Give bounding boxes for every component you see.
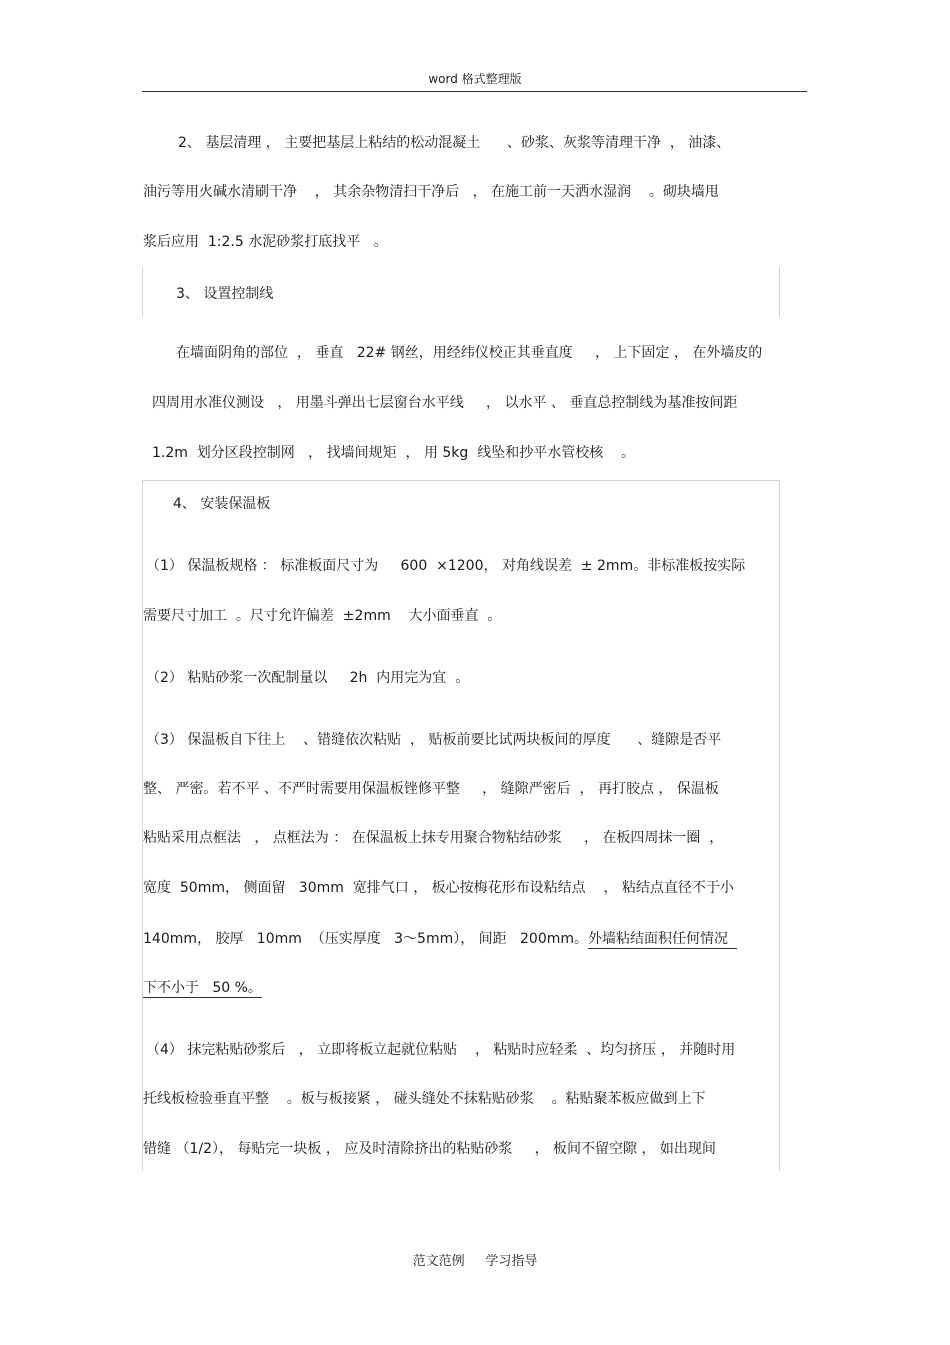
section4-p4-line-1: （4） 抹完粘贴砂浆后 ， 立即将板立起就位粘贴 ， 粘贴时应轻柔 、均匀挤压 ， 并随时用 <box>146 1042 736 1058</box>
section4-p3-line-5-text: 140mm， 胶厚 10mm （压实厚度 3～5mm）， 间距 200mm。 <box>143 931 589 947</box>
section4-p3-underlined-text-2: 下不小于 50 %。 <box>143 980 262 996</box>
section4-p3-line-3: 粘贴采用点框法 ， 点框法为 ： 在保温板上抹专用聚合物粘结砂浆 ， 在板四周抹一圈 ， <box>143 830 724 846</box>
section2-line-3: 浆后应用 1:2.5 水泥砂浆打底找平 。 <box>143 234 388 250</box>
section2-line-1: 2、 基层清理 ， 主要把基层上粘结的松动混凝土 、砂浆、灰浆等清理干净 ， 油漆、 <box>178 135 731 151</box>
section4-p4-line-2: 托线板检验垂直平整 。板与板接紧 ， 碰头缝处不抹粘贴砂浆 。粘贴聚苯板应做到上下 <box>143 1091 706 1107</box>
section2-line-2: 油污等用火碱水清刷干净 ， 其余杂物清扫干净后 ， 在施工前一天洒水湿润 。砌块墙甩 <box>143 184 719 200</box>
section4-p4-line-3: 错缝 （1/2）， 每贴完一块板 ， 应及时清除挤出的粘贴砂浆 ， 板间不留空隙 ， 如出现间 <box>143 1141 716 1157</box>
section4-p3-line-1: （3） 保温板自下往上 、错缝依次粘贴 ， 贴板前要比试两块板间的厚度 、缝隙是否平 <box>146 732 722 748</box>
section4-p3-line-4: 宽度 50mm， 侧面留 30mm 宽排气口 ， 板心按梅花形布设粘结点 ， 粘结点直径不于小 <box>143 880 734 896</box>
section4-p3-line-5 <box>143 929 737 949</box>
section4-p3-underlined-text: 外墙粘结面积任何情况 <box>588 931 737 947</box>
section3-line-3: 1.2m 划分区段控制网 ， 找墙间规矩 ， 用 5kg 线坠和抄平水管校核 。 <box>152 445 636 461</box>
section4-p3-line-2: 整、 严密。若不平 、不严时需要用保温板锉修平整 ， 缝隙严密后 ， 再打胶点 ， 保温板 <box>143 781 719 797</box>
section4-p3-line-6 <box>143 978 262 998</box>
section4-p1-line-2: 需要尺寸加工 。尺寸允许偏差 ±2mm 大小面垂直 。 <box>143 608 502 624</box>
page-footer: 范文范例 学习指导 <box>412 1254 538 1269</box>
section4-heading: 4、 安装保温板 <box>173 496 271 512</box>
header-divider <box>142 91 807 92</box>
section4-p2-line-1: （2） 粘贴砂浆一次配制量以 2h 内用完为宜 。 <box>146 670 470 686</box>
section4-box <box>142 480 780 1171</box>
section3-heading: 3、 设置控制线 <box>176 286 274 302</box>
section3-line-1: 在墙面阴角的部位 ， 垂直 22# 钢丝，用经纬仪校正其垂直度 ， 上下固定 ， 在外墙皮的 <box>176 345 763 361</box>
section4-p1-line-1: （1） 保温板规格 ： 标准板面尺寸为 600 ×1200， 对角线误差 ± 2mm。非标准板按实际 <box>146 558 746 574</box>
page-header: word 格式整理版 <box>428 72 522 86</box>
section3-line-2: 四周用水准仪测设 ， 用墨斗弹出七层窗台水平线 ， 以水平 、 垂直总控制线为基准按间距 <box>152 395 738 411</box>
